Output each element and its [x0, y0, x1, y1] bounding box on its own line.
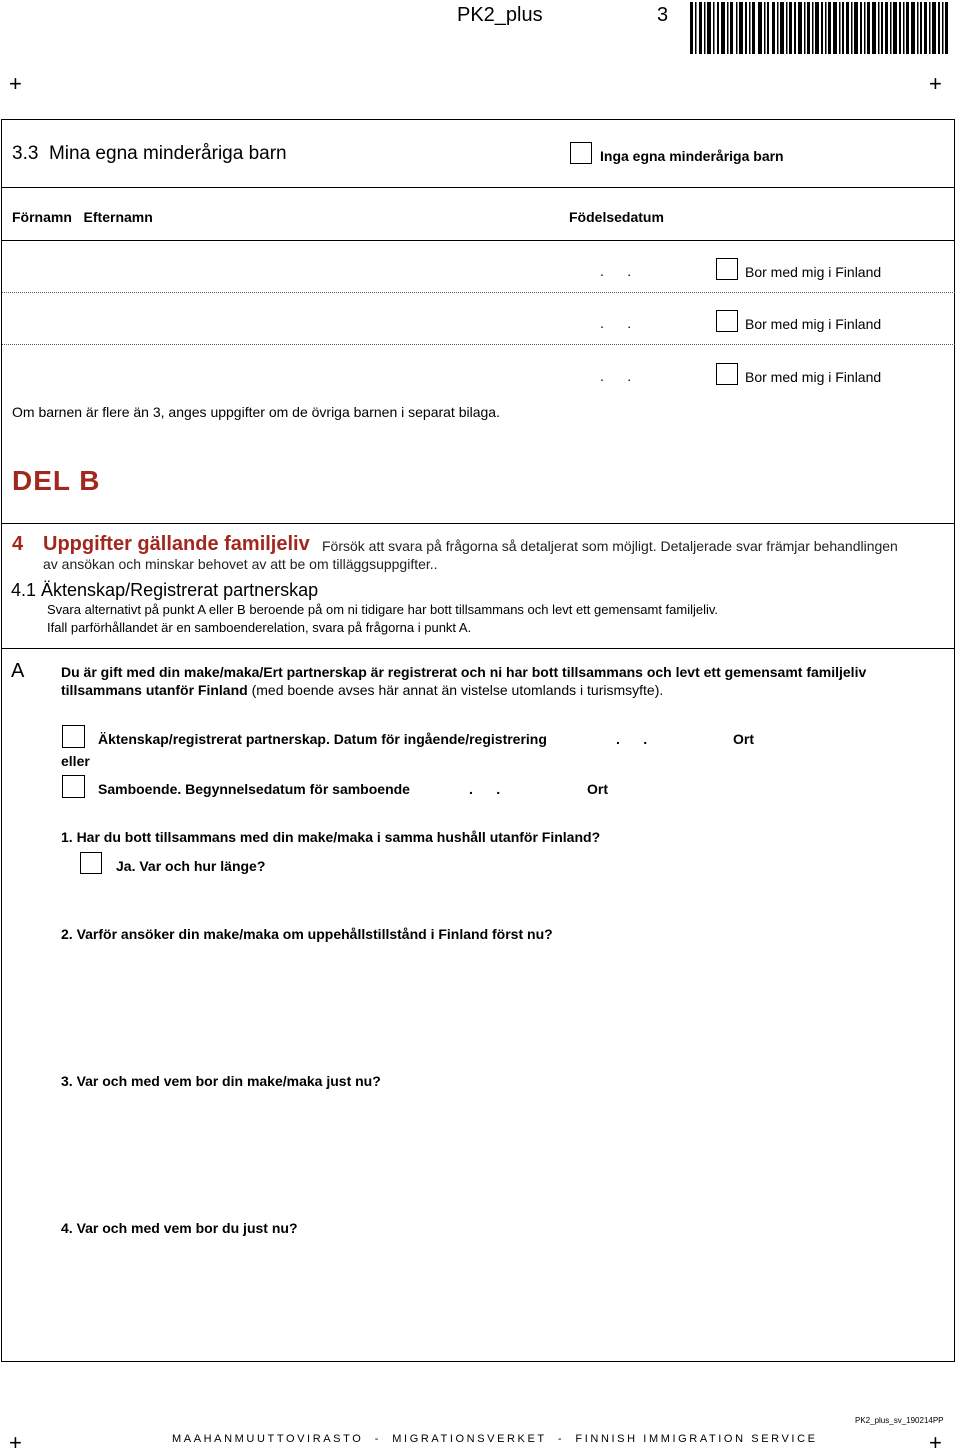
extra-children-note: Om barnen är flere än 3, anges uppgifter om de övriga barnen i separat bilaga. [12, 404, 500, 420]
registration-mark-icon: + [9, 71, 22, 96]
lives-in-finland-label: Bor med mig i Finland [745, 264, 882, 280]
table-row [0, 292, 956, 344]
birthdate-dots[interactable]: . . [600, 368, 632, 384]
form-code: PK2_plus [457, 4, 543, 26]
section-4-1-instruction: Svara alternativt på punkt A eller B beroende på om ni tidigare har bott tillsammans och levt ett gemensamt familjeliv. [47, 602, 719, 617]
or-label: eller [61, 753, 90, 769]
question-2: 2. Varför ansöker din make/maka om uppehållstillstånd i Finland först nu? [61, 926, 553, 942]
cohabitation-checkbox[interactable] [62, 775, 85, 798]
section-4-title: Uppgifter gällande familjeliv [43, 533, 310, 555]
section-4-intro: av ansökan och minskar behovet av att be om tilläggsuppgifter.. [43, 556, 438, 572]
no-children-label: Inga egna minderåriga barn [600, 148, 784, 164]
birthdate-dots[interactable]: . . [600, 315, 632, 331]
part-a-heading-line2 [61, 682, 663, 698]
table-row [0, 240, 956, 292]
no-children-checkbox[interactable] [570, 142, 592, 164]
question-4: 4. Var och med vem bor du just nu? [61, 1220, 298, 1236]
marriage-checkbox[interactable] [62, 725, 85, 748]
marriage-place-label: Ort [733, 731, 754, 747]
marriage-date-dots[interactable]: . . [616, 731, 648, 747]
divider [2, 523, 955, 524]
section-4-1-instruction: Ifall parförhållandet är en samboenderelation, svara på frågorna i punkt A. [47, 620, 472, 635]
registration-mark-icon: + [929, 1430, 942, 1455]
page-number: 3 [657, 4, 669, 26]
lives-in-finland-checkbox[interactable] [716, 363, 738, 385]
section-4-1-title: 4.1 Äktenskap/Registrerat partnerskap [11, 580, 319, 600]
part-a-letter: A [11, 660, 25, 682]
lives-in-finland-checkbox[interactable] [716, 258, 738, 280]
registration-mark-icon: + [929, 71, 942, 96]
footer-form-code: PK2_plus_sv_190214PP [855, 1416, 944, 1425]
part-a-heading-bold: tillsammans utanför Finland [61, 682, 248, 698]
lives-in-finland-label: Bor med mig i Finland [745, 369, 882, 385]
cohabitation-date-dots[interactable]: . . [469, 781, 501, 797]
section-title: 3.3 Mina egna minderåriga barn [12, 143, 287, 164]
cohabitation-place-label: Ort [587, 781, 608, 797]
cohabitation-label: Samboende. Begynnelsedatum för samboende [98, 781, 410, 797]
part-b-title: DEL B [12, 465, 101, 496]
question-1-yes-label: Ja. Var och hur länge? [116, 858, 266, 874]
question-3: 3. Var och med vem bor din make/maka just nu? [61, 1073, 381, 1089]
divider [2, 648, 955, 649]
part-a-heading: Du är gift med din make/maka/Ert partnerskap är registrerat och ni har bott tillsammans och levt ett gemensamt familjeliv [61, 664, 867, 680]
divider [2, 187, 955, 188]
section-4-number: 4 [12, 533, 24, 555]
part-a-heading-note: (med boende avses här annat än vistelse utomlands i turismsyfte). [247, 682, 664, 698]
lives-in-finland-checkbox[interactable] [716, 310, 738, 332]
section-4-intro: Försök att svara på frågorna så detaljerat som möjligt. Detaljerade svar främjar behandlingen [322, 538, 898, 554]
column-header-name: Förnamn Efternamn [12, 209, 153, 225]
lives-in-finland-label: Bor med mig i Finland [745, 316, 882, 332]
question-1-yes-checkbox[interactable] [80, 852, 102, 874]
registration-mark-icon: + [9, 1430, 22, 1455]
footer-agency: MAAHANMUUTTOVIRASTO - MIGRATIONSVERKET - FINNISH IMMIGRATION SERVICE [172, 1433, 818, 1445]
marriage-label: Äktenskap/registrerat partnerskap. Datum för ingående/registrering [98, 731, 547, 747]
question-1: 1. Har du bott tillsammans med din make/maka i samma hushåll utanför Finland? [61, 829, 601, 845]
birthdate-dots[interactable]: . . [600, 263, 632, 279]
barcode-icon [690, 2, 948, 54]
table-row [0, 344, 956, 396]
column-header-birthdate: Födelsedatum [569, 209, 664, 225]
